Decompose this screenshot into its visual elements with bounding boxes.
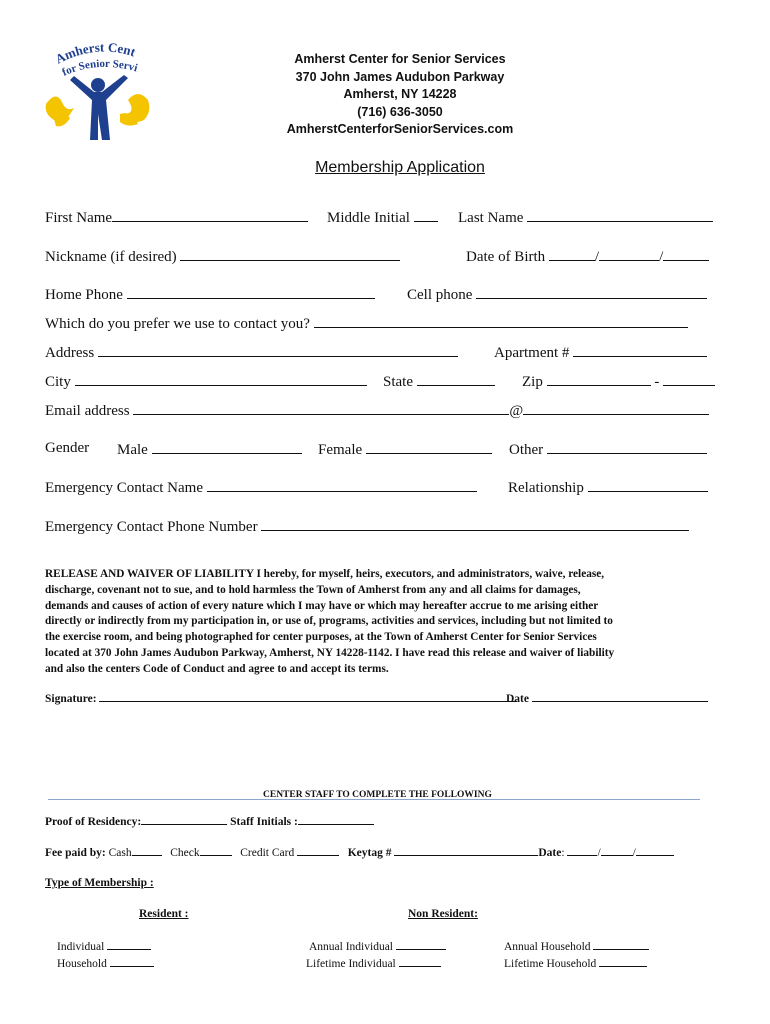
staff-date-year[interactable] xyxy=(636,845,674,856)
keytag-field[interactable] xyxy=(394,845,538,856)
dob-label: Date of Birth xyxy=(466,249,546,265)
keytag-label: Keytag # xyxy=(347,847,392,859)
apartment-label: Apartment # xyxy=(494,345,570,361)
cash-label: Cash xyxy=(108,847,132,859)
org-address: 370 John James Audubon Parkway xyxy=(295,70,505,84)
lifetime-individual-label: Lifetime Individual xyxy=(306,958,396,970)
first-name-field[interactable] xyxy=(112,208,308,222)
waiver-text xyxy=(45,567,730,678)
zip-label: Zip xyxy=(522,374,543,390)
cash-field[interactable] xyxy=(132,845,162,856)
apartment-field[interactable] xyxy=(573,343,707,357)
cell-phone-field[interactable] xyxy=(476,285,707,299)
annual-household-label: Annual Household xyxy=(504,941,591,953)
city-label: City xyxy=(45,374,71,390)
fee-label: Fee paid by xyxy=(45,847,102,859)
dob-day-field[interactable] xyxy=(599,247,659,261)
waiver-line: RELEASE AND WAIVER OF LIABILITY I hereby, for myself, heirs, executors, and administrators, waive, release, xyxy=(45,568,605,580)
waiver-line: demands and causes of action of every nature which I may have or which may hereafter accrue to me arising either xyxy=(45,599,599,612)
form-title: Membership Application xyxy=(315,159,485,176)
waiver-line: and also the centers Code of Conduct and agree to and accept its terms. xyxy=(45,662,389,675)
state-label: State xyxy=(383,374,413,390)
org-city: Amherst, NY 14228 xyxy=(343,87,457,101)
email-user-field[interactable] xyxy=(133,401,509,415)
other-label: Other xyxy=(509,442,544,458)
relationship-label: Relationship xyxy=(508,480,584,496)
check-label: Check xyxy=(170,847,200,859)
annual-individual-field[interactable] xyxy=(396,939,446,950)
signature-label: Signature: xyxy=(45,693,97,705)
signature-date-field[interactable] xyxy=(532,691,708,702)
staff-heading: CENTER STAFF TO COMPLETE THE FOLLOWING xyxy=(263,790,492,800)
emergency-phone-field[interactable] xyxy=(261,517,689,531)
last-name-label: Last Name xyxy=(458,210,524,226)
logo-text-2: for Senior Servi xyxy=(60,57,139,79)
waiver-line: the exercise room, and being photographed for center purposes, at the Town of Amherst Center for Senior Services xyxy=(45,631,597,644)
lifetime-individual-field[interactable] xyxy=(399,956,441,967)
waiver-line: located at 370 John James Audubon Parkway, Amherst, NY 14228-1142. I have read this release and waiver of liability xyxy=(45,646,615,659)
proof-field[interactable] xyxy=(141,814,227,825)
initials-label: Staff Initials : xyxy=(230,816,298,828)
home-phone-field[interactable] xyxy=(127,285,375,299)
zip-ext-field[interactable] xyxy=(663,372,715,386)
dob-year-field[interactable] xyxy=(663,247,709,261)
last-name-field[interactable] xyxy=(527,208,713,222)
initials-field[interactable] xyxy=(298,814,374,825)
nickname-field[interactable] xyxy=(180,247,400,261)
relationship-field[interactable] xyxy=(588,478,708,492)
female-label: Female xyxy=(318,442,363,458)
email-label: Email address xyxy=(45,403,130,419)
address-label: Address xyxy=(45,345,95,361)
staff-date-label: Date xyxy=(538,847,562,859)
household-label: Household xyxy=(57,958,107,970)
credit-field[interactable] xyxy=(297,845,339,856)
dob-month-field[interactable] xyxy=(549,247,595,261)
annual-household-field[interactable] xyxy=(593,939,649,950)
staff-divider xyxy=(48,799,700,800)
resident-label: Resident : xyxy=(139,908,189,920)
signature-field[interactable] xyxy=(99,691,517,702)
membership-type-label: Type of Membership : xyxy=(45,877,154,889)
org-name: Amherst Center for Senior Services xyxy=(294,52,506,66)
email-domain-field[interactable] xyxy=(523,401,709,415)
middle-initial-label: Middle Initial xyxy=(327,210,410,226)
lifetime-household-label: Lifetime Household xyxy=(504,958,597,970)
male-field[interactable] xyxy=(152,440,302,454)
check-field[interactable] xyxy=(200,845,232,856)
nonresident-label: Non Resident: xyxy=(408,908,478,920)
logo xyxy=(40,42,160,142)
zip-field[interactable] xyxy=(547,372,651,386)
gender-label: Gender xyxy=(45,440,90,456)
staff-date-day[interactable] xyxy=(601,845,633,856)
contact-pref-field[interactable] xyxy=(314,314,688,328)
household-field[interactable] xyxy=(110,956,154,967)
city-field[interactable] xyxy=(75,372,367,386)
staff-date-month[interactable] xyxy=(567,845,597,856)
middle-initial-field[interactable] xyxy=(414,208,438,222)
waiver-line: directly or indirectly from my participation in, or use of, programs, activities and services, including but not limited to xyxy=(45,615,613,628)
female-field[interactable] xyxy=(366,440,492,454)
home-phone-label: Home Phone xyxy=(45,287,123,303)
emergency-phone-label: Emergency Contact Phone Number xyxy=(45,519,258,535)
first-name-label: First Name xyxy=(45,210,113,226)
logo-text-1: Amherst Cent xyxy=(52,42,138,67)
contact-pref-label: Which do you prefer we use to contact you? xyxy=(45,316,310,332)
lifetime-household-field[interactable] xyxy=(599,956,647,967)
org-website: AmherstCenterforSeniorServices.com xyxy=(286,122,514,136)
individual-label: Individual xyxy=(57,941,105,953)
annual-individual-label: Annual Individual xyxy=(309,941,393,953)
emergency-name-field[interactable] xyxy=(207,478,477,492)
cell-phone-label: Cell phone xyxy=(407,287,473,303)
nickname-label: Nickname (if desired) xyxy=(45,249,177,265)
emergency-name-label: Emergency Contact Name xyxy=(45,480,203,496)
state-field[interactable] xyxy=(417,372,495,386)
org-phone: (716) 636-3050 xyxy=(357,105,443,119)
date-label: Date xyxy=(506,693,529,705)
address-field[interactable] xyxy=(98,343,458,357)
individual-field[interactable] xyxy=(107,939,151,950)
proof-label: Proof of Residency: xyxy=(45,816,142,828)
waiver-line: discharge, covenant not to sue, and to hold harmless the Town of Amherst from any and all claims for damages, xyxy=(45,583,581,596)
male-label: Male xyxy=(117,442,148,458)
credit-label: Credit Card xyxy=(240,847,295,859)
other-field[interactable] xyxy=(547,440,707,454)
